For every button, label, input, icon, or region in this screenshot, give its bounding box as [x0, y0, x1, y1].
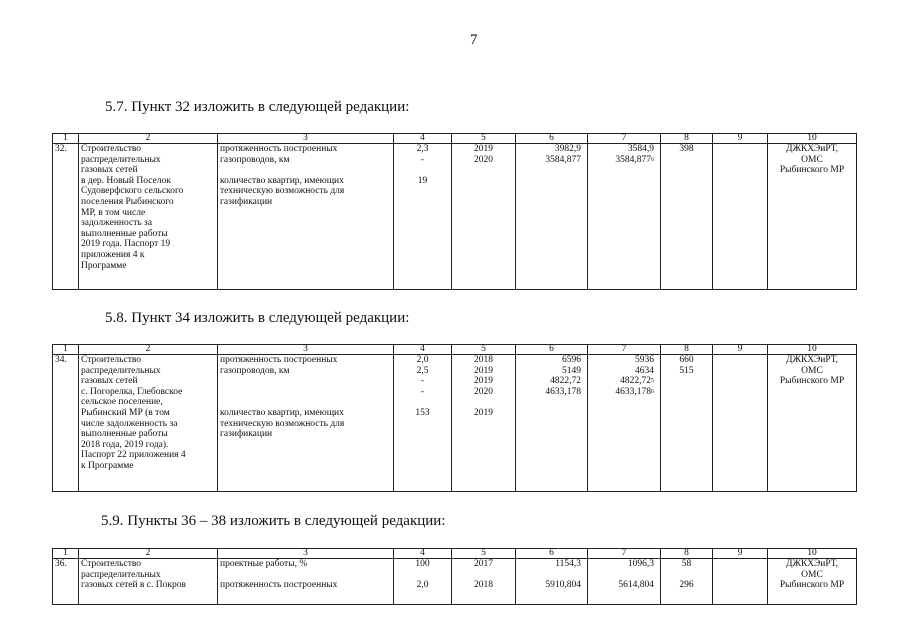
col-header-2: 2 — [79, 134, 218, 144]
col-header-5: 5 — [452, 345, 516, 355]
responsible-cell: ДЖКХЭиРТ, ОМС Рыбинского МР — [768, 144, 857, 290]
col-header-4: 4 — [394, 134, 452, 144]
table-item-34 — [52, 344, 857, 492]
col-header-7: 7 — [588, 549, 661, 559]
year-cell: 2018 2019 2019 2020 2019 — [452, 355, 516, 492]
table-row — [53, 559, 857, 605]
col-header-7: 7 — [588, 134, 661, 144]
cost-other-cell: 660 515 — [661, 355, 713, 492]
col-header-3: 3 — [218, 134, 394, 144]
col-header-8: 8 — [661, 134, 713, 144]
empty-col-9-cell — [713, 559, 768, 605]
table-item-36 — [52, 548, 857, 605]
col-header-4: 4 — [394, 549, 452, 559]
col-header-10: 10 — [768, 549, 857, 559]
indicator-value-cell: 2,0 2,5 - - 153 — [394, 355, 452, 492]
cost-total-cell: 3982,9 3584,877 — [516, 144, 588, 290]
col-header-1: 1 — [53, 345, 79, 355]
table-header-row — [53, 345, 857, 355]
col-header-9: 9 — [713, 134, 768, 144]
indicator-cell: протяженность построенных газопроводов, км количество квартир, имеющих техническую возможность для газификации — [218, 355, 394, 492]
object-name-cell: Строительство распределительных газовых сетей с. Погорелка, Глебовское сельское поселение, Рыбинский МР (в том числе задолженность за выполненные работы 2018 года, 2019 года). Паспорт 22 приложения 4 к Программе — [79, 355, 218, 492]
col-header-5: 5 — [452, 134, 516, 144]
empty-col-9-cell — [713, 144, 768, 290]
cost-budget-cell: 1096,3 5614,804 — [588, 559, 661, 605]
row-number: 34. — [53, 355, 79, 492]
cost-other-cell: 398 — [661, 144, 713, 290]
indicator-cell: проектные работы, % протяженность построенных — [218, 559, 394, 605]
table-item-32 — [52, 133, 857, 290]
col-header-1: 1 — [53, 549, 79, 559]
object-name-cell: Строительство распределительных газовых сетей в дер. Новый Поселок Судоверфского сельского поселения Рыбинского МР, в том числе задолженность за выполненные работы 2019 года. Паспорт 19 приложения 4 к Программе — [79, 144, 218, 290]
col-header-6: 6 — [516, 549, 588, 559]
col-header-3: 3 — [218, 345, 394, 355]
responsible-cell: ДЖКХЭиРТ, ОМС Рыбинского МР — [768, 355, 857, 492]
page-number: 7 — [470, 32, 478, 48]
section-heading-5-9: 5.9. Пункты 36 – 38 изложить в следующей редакции: — [101, 513, 446, 529]
table-row — [53, 355, 857, 492]
col-header-7: 7 — [588, 345, 661, 355]
col-header-1: 1 — [53, 134, 79, 144]
col-header-10: 10 — [768, 345, 857, 355]
col-header-6: 6 — [516, 134, 588, 144]
table-row — [53, 144, 857, 290]
col-header-5: 5 — [452, 549, 516, 559]
col-header-9: 9 — [713, 345, 768, 355]
indicator-value-cell: 2,3 - 19 — [394, 144, 452, 290]
indicator-cell: протяженность построенных газопроводов, км количество квартир, имеющих техническую возможность для газификации — [218, 144, 394, 290]
col-header-4: 4 — [394, 345, 452, 355]
table-header-row — [53, 549, 857, 559]
cost-total-cell: 1154,3 5910,804 — [516, 559, 588, 605]
year-cell: 2017 2018 — [452, 559, 516, 605]
year-cell: 2019 2020 — [452, 144, 516, 290]
cost-budget-cell: 3584,9 3584,877$^6$ — [588, 144, 661, 290]
table-header-row — [53, 134, 857, 144]
cost-other-cell: 58 296 — [661, 559, 713, 605]
object-name-cell: Строительство распределительных газовых сетей в с. Покров — [79, 559, 218, 605]
empty-col-9-cell — [713, 355, 768, 492]
col-header-3: 3 — [218, 549, 394, 559]
col-header-9: 9 — [713, 549, 768, 559]
cost-total-cell: 6596 5149 4822,72 4633,178 — [516, 355, 588, 492]
col-header-10: 10 — [768, 134, 857, 144]
section-heading-5-8: 5.8. Пункт 34 изложить в следующей редакции: — [105, 310, 410, 326]
col-header-8: 8 — [661, 345, 713, 355]
indicator-value-cell: 100 2,0 — [394, 559, 452, 605]
responsible-cell: ДЖКХЭиРТ, ОМС Рыбинского МР — [768, 559, 857, 605]
cost-budget-cell: 5936 4634 4822,72$^5$ 4633,178$^6$ — [588, 355, 661, 492]
section-heading-5-7: 5.7. Пункт 32 изложить в следующей редакции: — [105, 99, 410, 115]
col-header-6: 6 — [516, 345, 588, 355]
col-header-2: 2 — [79, 345, 218, 355]
col-header-2: 2 — [79, 549, 218, 559]
col-header-8: 8 — [661, 549, 713, 559]
row-number: 32. — [53, 144, 79, 290]
row-number: 36. — [53, 559, 79, 605]
